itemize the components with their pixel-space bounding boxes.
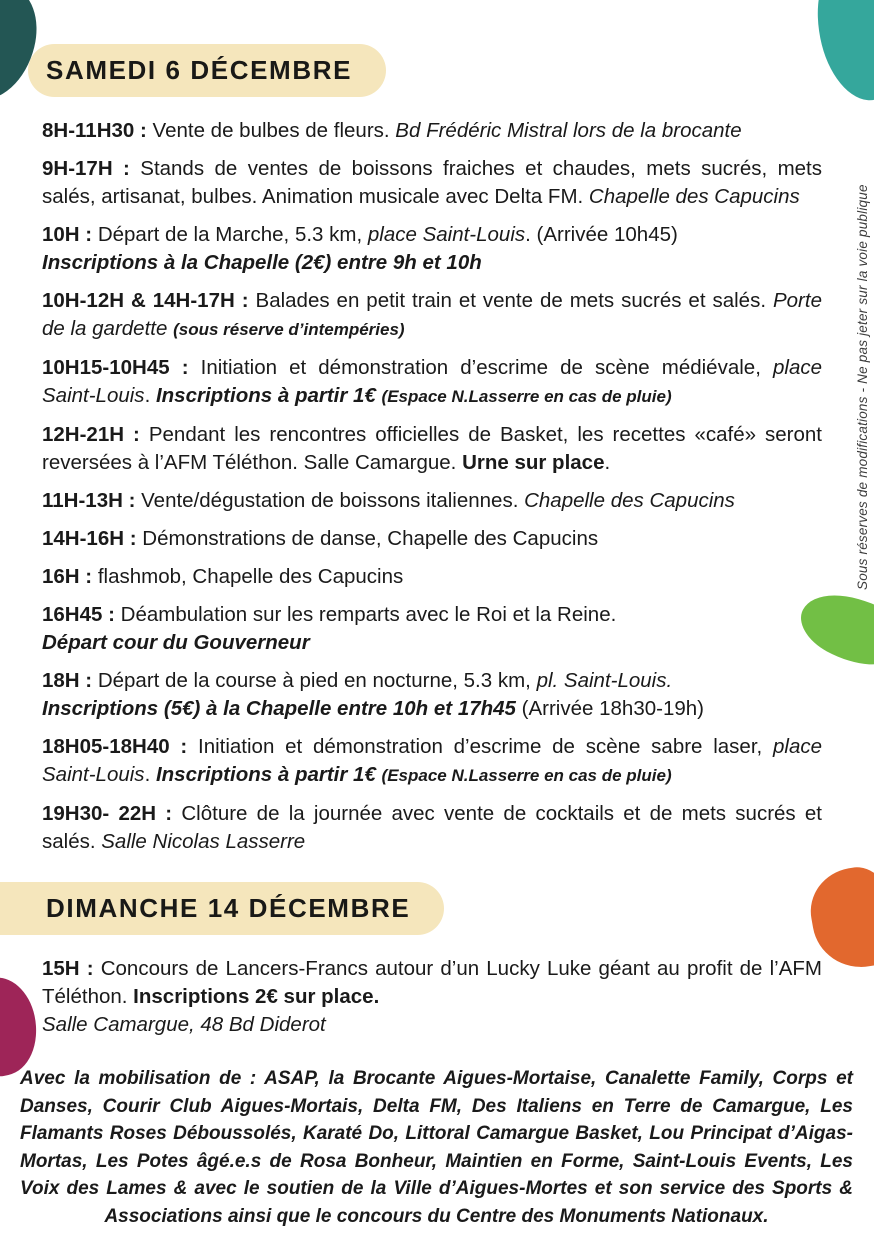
event-segment-text: Stands de ventes de boissons fraiches et chaudes, mets sucrés, mets salés, artisanat, bulbes. Animation musicale avec Delta FM. (42, 157, 822, 208)
event-segment-text: Clôture de la journée avec vente de cocktails et de mets sucrés et salés. (42, 802, 822, 853)
event-segment-text: Initiation et démonstration d’escrime de scène sabre laser, (198, 735, 773, 758)
event-segment-italic: Porte de la gardette (42, 289, 822, 340)
event-item (42, 563, 822, 591)
event-item (42, 221, 822, 277)
event-segment-boldit: Inscriptions à partir 1€ (155, 384, 382, 407)
event-segment-italic: Chapelle des Capucins (524, 489, 735, 512)
event-item (42, 155, 822, 211)
event-item (42, 117, 822, 145)
day-title-dimanche: DIMANCHE 14 DÉCEMBRE (0, 882, 444, 935)
event-segment-italic: Bd Frédéric Mistral lors de la brocante (395, 119, 742, 142)
event-segment-text: Départ de la course à pied en nocturne, 5.3 km, (97, 669, 537, 692)
credits-paragraph: Avec la mobilisation de : ASAP, la Brocante Aigues-Mortaise, Canalette Family, Corps et Danses, Courir Club Aigues-Mortais, Delta FM, Des Italiens en Terre de Camargue, Les Flamants Roses Déboussolés, Karaté Do, Littoral Camargue Basket, Lou Principat d’Aigas-Mortas, Les Potes âgé.e.s de Rosa Bonheur, Maintien en Forme, Saint-Louis Events, Les Voix des Lames & avec le soutien de la Ville d’Aigues-Mortes et son service des Sports & Associations ainsi que le concours du Centre des Monuments Nationaux. (20, 1068, 853, 1227)
event-segment-time: 10H-12H & 14H-17H : (42, 289, 256, 312)
event-segment-boldit_small: (Espace N.Lasserre en cas de pluie) (381, 387, 672, 406)
event-segment-text: . (144, 384, 156, 407)
day-title-samedi: SAMEDI 6 DÉCEMBRE (28, 44, 386, 97)
event-segment-italic: Salle Nicolas Lasserre (101, 830, 306, 853)
event-segment-text: Vente/dégustation de boissons italiennes. (141, 489, 525, 512)
event-segment-text: (Arrivée 18h30-19h) (521, 697, 704, 720)
event-segment-boldit: Inscriptions à la Chapelle (2€) entre 9h et 10h (42, 251, 482, 274)
event-segment-text: Initiation et démonstration d’escrime de scène médiévale, (200, 356, 773, 379)
event-segment-boldit: Départ cour du Gouverneur (42, 631, 310, 654)
event-segment-time: 14H-16H : (42, 527, 143, 550)
program-content (20, 0, 853, 1230)
event-segment-boldit: Inscriptions à partir 1€ (155, 763, 382, 786)
event-segment-text: . (Arrivée 10h45) (525, 223, 678, 246)
event-segment-text: . (604, 451, 611, 474)
event-segment-time: 12H-21H : (42, 423, 149, 446)
event-segment-italic: Salle Camargue, 48 Bd Diderot (42, 1013, 326, 1036)
day-section-dimanche (42, 882, 822, 1039)
event-segment-italic: place Saint-Louis (42, 735, 822, 786)
event-segment-italic: place Saint-Louis (367, 223, 526, 246)
day-title-pill (42, 44, 822, 97)
event-segment-time: 18H05-18H40 : (42, 735, 198, 758)
event-segment-time: 9H-17H : (42, 157, 141, 180)
event-item (42, 601, 822, 657)
event-segment-time: 11H-13H : (42, 489, 142, 512)
event-item (42, 354, 822, 411)
event-segment-time: 10H15-10H45 : (42, 356, 201, 379)
event-segment-time: 19H30- 22H : (42, 802, 182, 825)
event-segment-bold: Inscriptions 2€ sur place. (133, 985, 380, 1008)
event-segment-text: Concours de Lancers-Francs autour d’un Lucky Luke géant au profit de l’AFM Téléthon. (42, 957, 822, 1008)
day-sections (42, 44, 822, 1039)
event-item (42, 667, 822, 723)
event-list (42, 117, 822, 856)
event-segment-text: flashmob, Chapelle des Capucins (97, 565, 404, 588)
event-item (42, 287, 822, 344)
event-segment-time: 10H : (42, 223, 98, 246)
event-item (42, 955, 822, 1039)
event-segment-text: Vente de bulbes de fleurs. (152, 119, 396, 142)
event-segment-italic: place Saint-Louis (42, 356, 822, 407)
event-segment-text: Pendant les rencontres officielles de Basket, les recettes «café» seront reversées à l’AFM Téléthon. Salle Camargue. (42, 423, 822, 474)
event-segment-boldit: Inscriptions (5€) à la Chapelle entre 10h et 17h45 (42, 697, 522, 720)
event-segment-time: 15H : (42, 957, 101, 980)
side-disclaimer-note: Sous réserves de modifications - Ne pas jeter sur la voie publique (855, 184, 870, 590)
day-section-samedi (42, 44, 822, 856)
event-item (42, 487, 822, 515)
event-segment-italic: pl. Saint-Louis. (536, 669, 673, 692)
event-item (42, 800, 822, 856)
event-item (42, 525, 822, 553)
event-segment-bold: Urne sur place (462, 451, 605, 474)
event-list (42, 955, 822, 1039)
event-segment-time: 16H : (42, 565, 98, 588)
event-item (42, 421, 822, 477)
event-segment-text: Déambulation sur les remparts avec le Roi et la Reine. (120, 603, 617, 626)
event-segment-text: Départ de la Marche, 5.3 km, (97, 223, 368, 246)
event-segment-text: Balades en petit train et vente de mets sucrés et salés. (255, 289, 773, 312)
day-title-pill (42, 882, 822, 935)
event-segment-italic: Chapelle des Capucins (588, 185, 800, 208)
event-segment-time: 8H-11H30 : (42, 119, 153, 142)
event-item (42, 733, 822, 790)
event-segment-time: 16H45 : (42, 603, 121, 626)
event-segment-text: . (144, 763, 156, 786)
event-segment-boldit_small: (Espace N.Lasserre en cas de pluie) (381, 766, 672, 785)
event-segment-boldit_small: (sous réserve d’intempéries) (173, 320, 405, 339)
event-segment-text: Démonstrations de danse, Chapelle des Capucins (142, 527, 599, 550)
event-segment-time: 18H : (42, 669, 98, 692)
